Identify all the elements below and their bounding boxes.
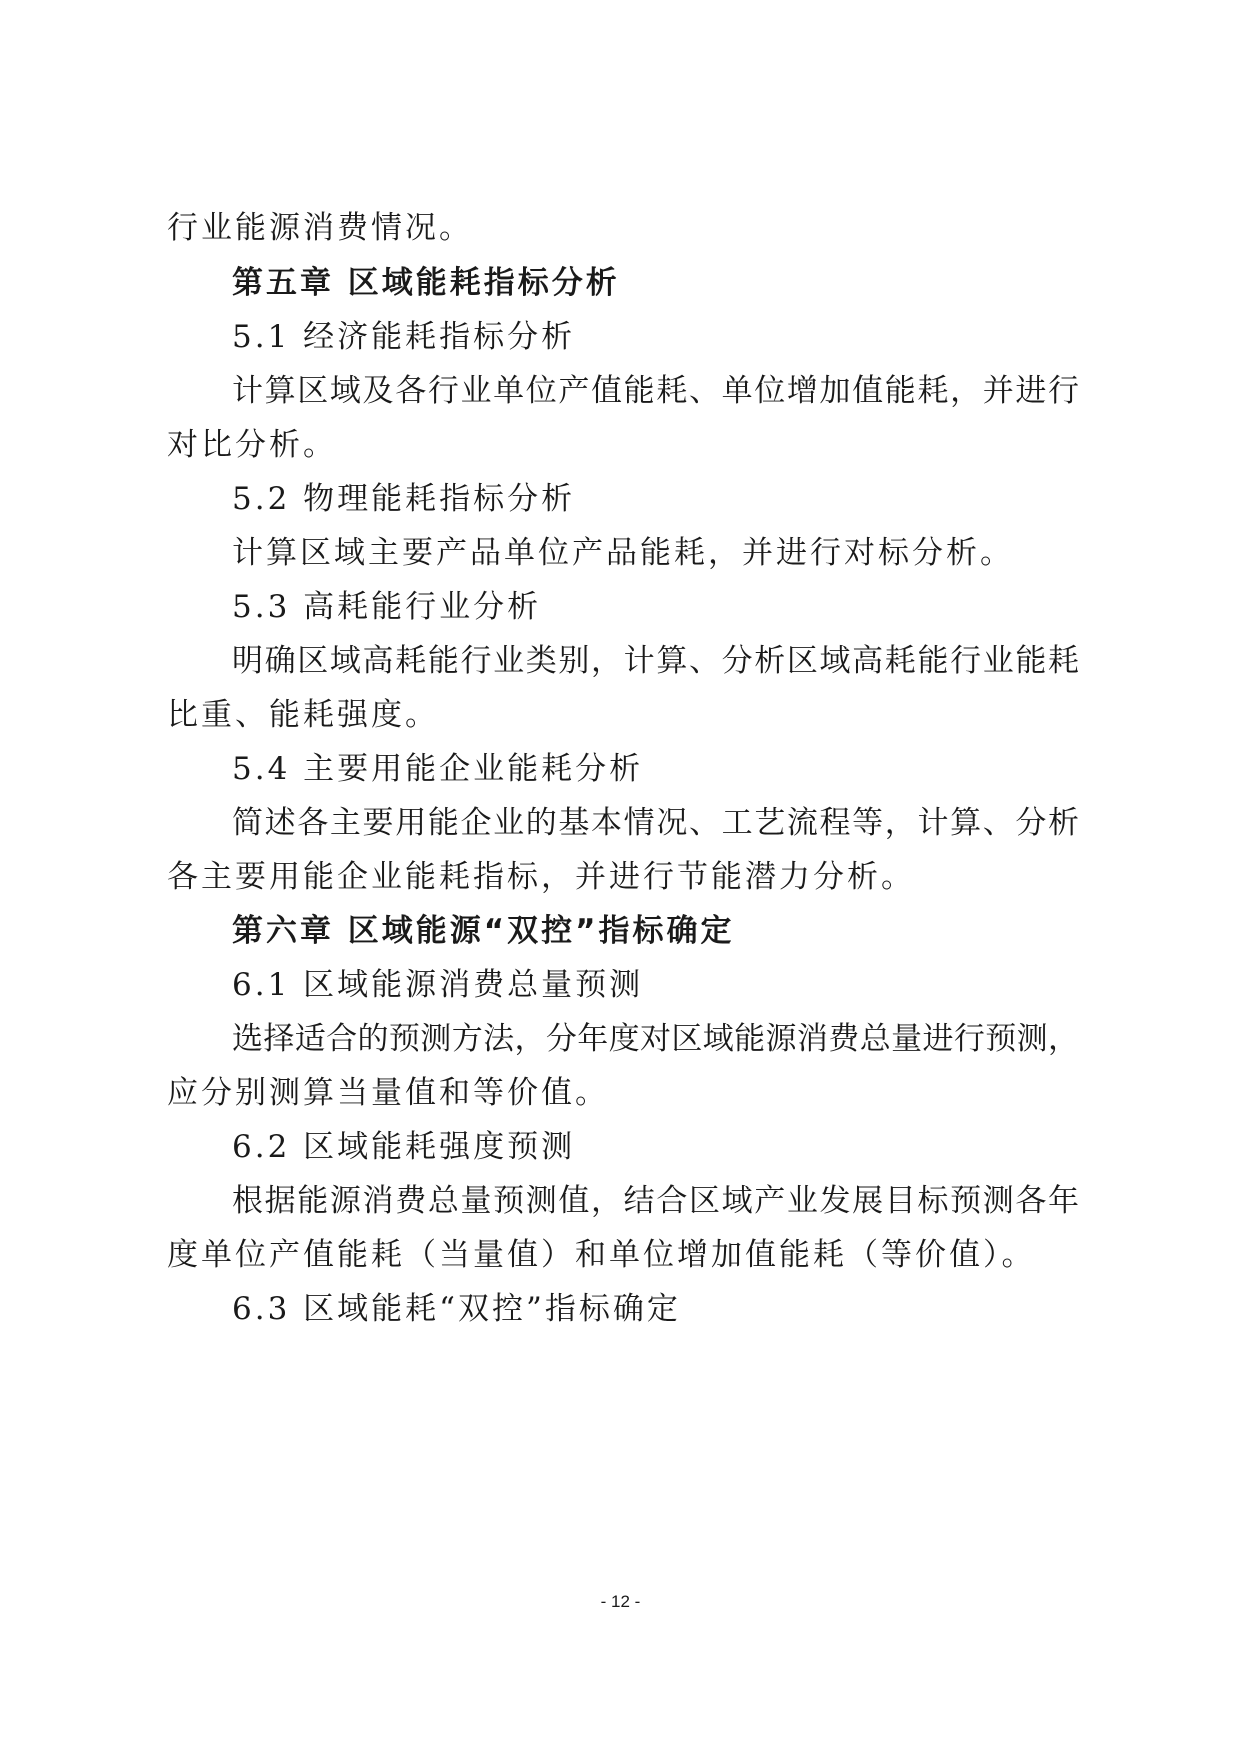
section-heading-6-2: 6.2 区域能耗强度预测 (232, 1129, 576, 1165)
paragraph-line: 计算区域及各行业单位产值能耗、单位增加值能耗，并进行 (232, 373, 1079, 409)
chapter-heading-6: 第六章 区域能源“双控”指标确定 (232, 913, 735, 949)
section-heading-6-1: 6.1 区域能源消费总量预测 (232, 967, 644, 1003)
section-heading-5-4: 5.4 主要用能企业能耗分析 (232, 751, 644, 787)
paragraph-line: 各主要用能企业能耗指标，并进行节能潜力分析。 (167, 859, 915, 895)
paragraph-line: 简述各主要用能企业的基本情况、工艺流程等，计算、分析 (232, 805, 1079, 841)
paragraph-line: 行业能源消费情况。 (167, 210, 473, 246)
section-heading-5-1: 5.1 经济能耗指标分析 (232, 319, 576, 355)
paragraph-line: 计算区域主要产品单位产品能耗，并进行对标分析。 (232, 535, 1014, 571)
paragraph-line: 比重、能耗强度。 (167, 697, 439, 733)
paragraph-line: 对比分析。 (167, 427, 337, 463)
paragraph-line: 根据能源消费总量预测值，结合区域产业发展目标预测各年 (232, 1183, 1079, 1219)
section-heading-6-3: 6.3 区域能耗“双控”指标确定 (232, 1291, 681, 1327)
paragraph-line: 选择适合的预测方法，分年度对区域能源消费总量进行预测， (232, 1021, 1079, 1057)
section-heading-5-2: 5.2 物理能耗指标分析 (232, 481, 576, 517)
section-heading-5-3: 5.3 高耗能行业分析 (232, 589, 542, 625)
page-number: - 12 - (600, 1592, 641, 1611)
paragraph-line: 明确区域高耗能行业类别，计算、分析区域高耗能行业能耗 (232, 643, 1079, 679)
chapter-heading-5: 第五章 区域能耗指标分析 (232, 265, 620, 301)
paragraph-line: 应分别测算当量值和等价值。 (167, 1075, 609, 1111)
paragraph-line: 度单位产值能耗（当量值）和单位增加值能耗（等价值）。 (167, 1237, 1036, 1273)
